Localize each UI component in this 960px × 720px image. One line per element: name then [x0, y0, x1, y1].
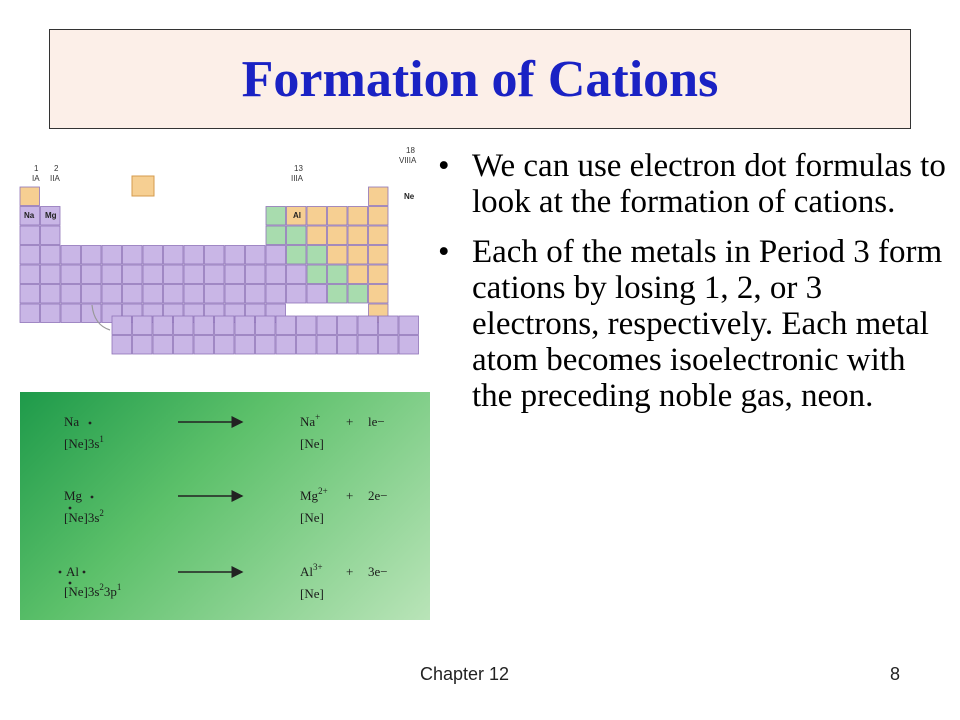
periodic-table-cells [20, 176, 419, 354]
pt-cell [102, 285, 122, 304]
pt-cell [20, 187, 40, 206]
pt-cell [184, 265, 204, 284]
pt-fblock-cell [215, 316, 235, 335]
pt-cell [287, 246, 307, 265]
pt-cell [307, 246, 327, 265]
pt-cell [266, 207, 286, 226]
pt-cell [348, 226, 368, 245]
pt-cell [41, 246, 61, 265]
eq3-valence-dot-1 [59, 571, 62, 574]
pt-cell [164, 285, 184, 304]
pt-cell [184, 246, 204, 265]
pt-cell [287, 226, 307, 245]
pt-cell [82, 285, 102, 304]
eq1-atom-config: $[Ne]3s^1$ [64, 434, 104, 451]
pt-fblock-cell [358, 336, 378, 355]
pt-cell [225, 285, 245, 304]
pt-cell [41, 304, 61, 323]
eq1-valence-dot [89, 422, 92, 425]
group-1-number: 1 [34, 164, 39, 173]
group-18-number: 18 [406, 146, 415, 155]
pt-cell [287, 285, 307, 304]
element-mg: Mg [45, 211, 57, 220]
pt-fblock-cell [399, 316, 419, 335]
pt-cell [82, 246, 102, 265]
pt-cell [61, 304, 81, 323]
pt-fblock-cell [297, 316, 317, 335]
pt-cell [123, 246, 143, 265]
pt-cell [307, 207, 327, 226]
pt-cell [369, 246, 389, 265]
pt-fblock-cell [194, 336, 214, 355]
pt-cell [328, 246, 348, 265]
pt-cell [246, 285, 266, 304]
pt-cell [328, 285, 348, 304]
pt-cell [205, 285, 225, 304]
pt-fblock-cell [112, 316, 132, 335]
eq1-electrons: le− [368, 414, 385, 429]
pt-cell [143, 265, 163, 284]
element-al: Al [293, 211, 301, 220]
pt-fblock-cell [235, 316, 255, 335]
pt-cell [266, 285, 286, 304]
pt-cell [307, 265, 327, 284]
eq2-atom: Mg [64, 488, 83, 503]
equations-svg [20, 392, 430, 620]
pt-cell [266, 265, 286, 284]
pt-fblock-cell [358, 316, 378, 335]
group-13-number: 13 [294, 164, 303, 173]
pt-fblock-cell [379, 336, 399, 355]
pt-cell [369, 187, 389, 206]
pt-cell [369, 265, 389, 284]
pt-cell [205, 246, 225, 265]
pt-cell [369, 226, 389, 245]
eq1-atom: Na [64, 414, 80, 429]
group-1-roman: IA [32, 174, 40, 183]
pt-cell [41, 285, 61, 304]
pt-cell [61, 265, 81, 284]
pt-fblock-cell [338, 336, 358, 355]
pt-hydrogen-cube [132, 176, 154, 196]
pt-cell [20, 265, 40, 284]
eq3-plus: + [346, 564, 354, 579]
slide-title: Formation of Cations [241, 50, 719, 108]
pt-cell [82, 265, 102, 284]
pt-cell [102, 265, 122, 284]
pt-cell [348, 265, 368, 284]
pt-fblock-cell [112, 336, 132, 355]
pt-cell [184, 285, 204, 304]
eq3-ion: $Al^{3+}$ [300, 562, 323, 579]
eq1-ion: Na+ [300, 412, 321, 429]
pt-fblock-cell [256, 336, 276, 355]
eq2-ion: $Mg^{2+}$ [300, 486, 328, 503]
pt-cell [205, 265, 225, 284]
eq2-valence-dot-2 [69, 507, 72, 510]
eq2-ion-config: [Ne] [300, 510, 324, 525]
pt-fblock-cell [399, 336, 419, 355]
pt-fblock-cell [153, 316, 173, 335]
eq2-valence-dot-1 [91, 496, 94, 499]
pt-fblock-cell [174, 316, 194, 335]
pt-cell [369, 285, 389, 304]
pt-fblock-cell [317, 336, 337, 355]
pt-cell [287, 265, 307, 284]
pt-fblock-cell [379, 316, 399, 335]
pt-cell [164, 265, 184, 284]
pt-cell [225, 265, 245, 284]
group-13-roman: IIIA [291, 174, 304, 183]
group-2-number: 2 [54, 164, 59, 173]
pt-cell [41, 226, 61, 245]
pt-fblock-cell [276, 316, 296, 335]
footer-page-number: 8 [890, 664, 901, 684]
pt-fblock-cell [174, 336, 194, 355]
eq3-valence-dot-2 [83, 571, 86, 574]
pt-cell [348, 285, 368, 304]
pt-fblock-cell [133, 316, 153, 335]
eq3-atom: Al [66, 564, 79, 579]
pt-cell [41, 265, 61, 284]
element-na: Na [24, 211, 35, 220]
pt-cell [123, 265, 143, 284]
bullet-1: • We can use electron dot formulas to look at the formation of cations. [438, 148, 948, 220]
ionization-equations-panel [20, 392, 430, 620]
eq2-plus: + [346, 488, 354, 503]
pt-cell [246, 265, 266, 284]
pt-cell [225, 246, 245, 265]
pt-cell [369, 207, 389, 226]
pt-cell [266, 246, 286, 265]
pt-fblock-cell [276, 336, 296, 355]
eq3-ion-config: [Ne] [300, 586, 324, 601]
pt-cell [20, 285, 40, 304]
eq2-electrons: 2e− [368, 488, 388, 503]
pt-fblock-cell [194, 316, 214, 335]
pt-fblock-cell [338, 316, 358, 335]
pt-fblock-cell [153, 336, 173, 355]
periodic-table-illustration [14, 140, 434, 365]
pt-fblock-cell [317, 316, 337, 335]
pt-cell [348, 207, 368, 226]
pt-cell [328, 265, 348, 284]
pt-fblock-cell [133, 336, 153, 355]
pt-fblock-cell [215, 336, 235, 355]
footer-chapter: Chapter 12 [420, 664, 510, 684]
pt-cell [246, 246, 266, 265]
eq3-electrons: 3e− [368, 564, 388, 579]
group-2-roman: IIA [50, 174, 60, 183]
pt-cell [61, 246, 81, 265]
pt-cell [307, 226, 327, 245]
eq1-plus: + [346, 414, 354, 429]
pt-cell [61, 285, 81, 304]
eq1-ion-config: [Ne] [300, 436, 324, 451]
pt-fblock-cell [235, 336, 255, 355]
pt-cell [20, 226, 40, 245]
pt-fblock-cell [297, 336, 317, 355]
pt-cell [20, 246, 40, 265]
pt-fblock-cell [256, 316, 276, 335]
pt-cell [20, 304, 40, 323]
pt-cell [164, 246, 184, 265]
bullet-2: • Each of the metals in Period 3 form cations by losing 1, 2, or 3 electrons, respectively. Each metal atom becomes isoelectronic with the preceding noble gas, neon. [438, 234, 948, 414]
bullet-list [438, 148, 948, 428]
pt-cell [82, 304, 102, 323]
pt-cell [307, 285, 327, 304]
pt-cell [328, 226, 348, 245]
eq3-atom-config: $[Ne]3s^23p^1$ [64, 582, 122, 599]
pt-cell [102, 246, 122, 265]
title-box [49, 29, 911, 129]
pt-cell [143, 246, 163, 265]
eq2-atom-config: $[Ne]3s^2$ [64, 508, 104, 525]
pt-cell [143, 285, 163, 304]
pt-cell [123, 285, 143, 304]
element-ne: Ne [404, 192, 415, 201]
group-18-roman: VIIIA [399, 156, 417, 165]
pt-cell [348, 246, 368, 265]
pt-cell [328, 207, 348, 226]
pt-cell [266, 226, 286, 245]
